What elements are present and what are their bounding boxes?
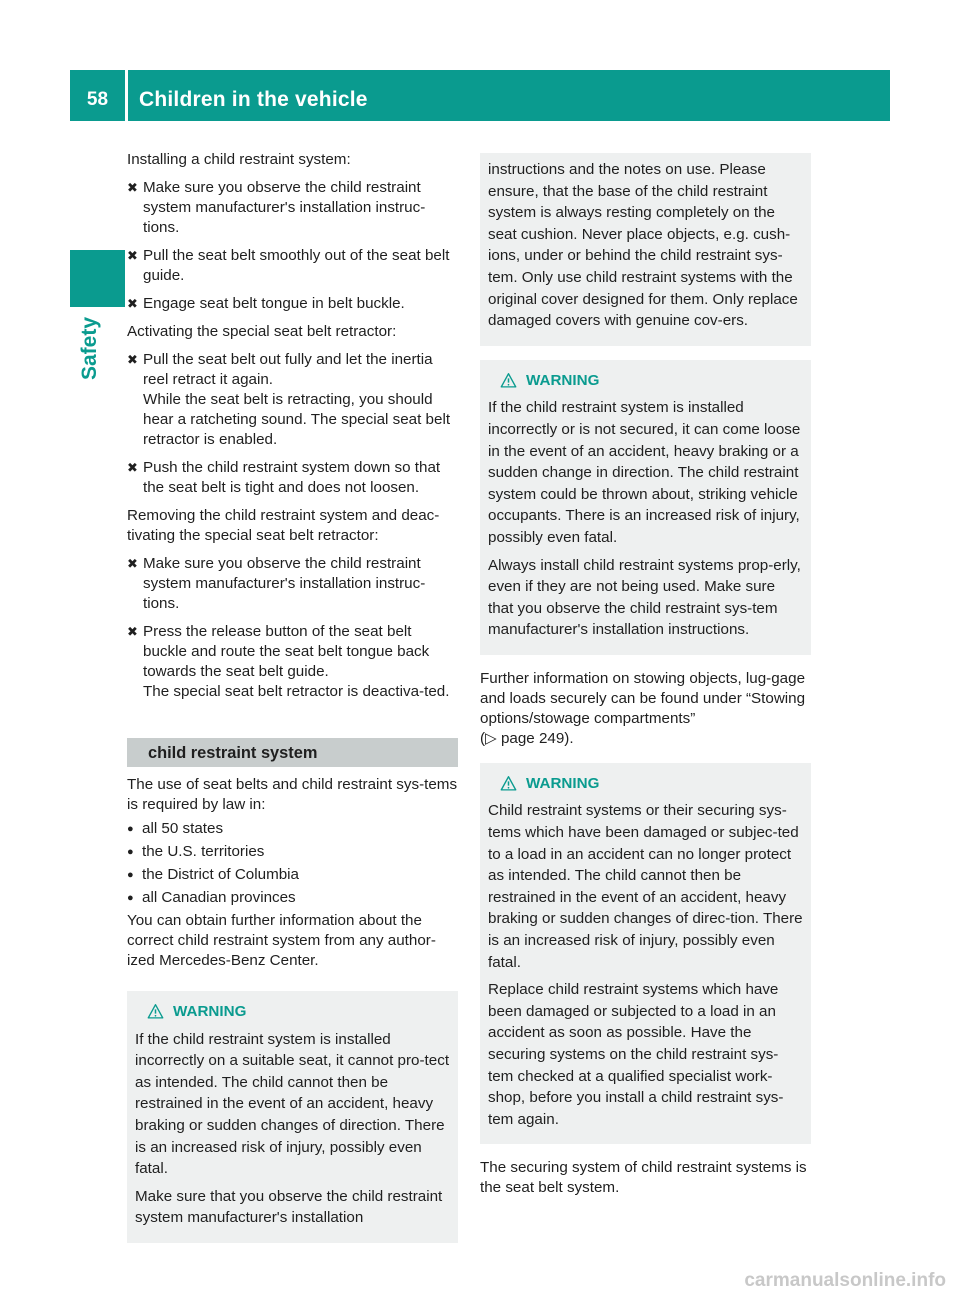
step-arrow-icon: ✖ bbox=[127, 296, 138, 311]
right-column bbox=[480, 153, 811, 1206]
warning-heading: WARNING bbox=[500, 773, 803, 795]
warning-box bbox=[127, 991, 458, 1243]
bullet-icon: ● bbox=[127, 869, 134, 881]
bullet-icon: ● bbox=[127, 892, 134, 904]
warning-triangle-icon bbox=[147, 1003, 164, 1020]
warning-text: instructions and the notes on use. Please ensure, that the base of the child restraint system is always resting completely on the seat cushion. Never place objects, e.g. cush-ions, under or behind the child restraint sys-tem. Only use child restraint systems with the original cover designed for them. Only replace damaged covers with genuine cov-ers. bbox=[488, 161, 798, 330]
watermark: carmanualsonline.info bbox=[744, 1270, 946, 1291]
closing-text: The securing system of child restraint systems is the seat belt system. bbox=[480, 1159, 807, 1197]
chapter-title: Children in the vehicle bbox=[128, 70, 890, 121]
instruction-step: ✖ Engage seat belt tongue in belt buckle. bbox=[127, 295, 405, 312]
page-reference-link[interactable]: (▷ page 249). bbox=[480, 729, 574, 747]
warning-box bbox=[480, 360, 811, 655]
instruction-step: ✖ Press the release button of the seat belt buckle and route the seat belt tongue back towards the seat belt guide. The special seat belt retractor is deactiva-ted. bbox=[127, 623, 450, 700]
list-item: ● the U.S. territories bbox=[127, 842, 458, 863]
list-item: ● all 50 states bbox=[127, 819, 458, 840]
step-arrow-icon: ✖ bbox=[127, 624, 138, 639]
instruction-step: ✖ Make sure you observe the child restraint system manufacturer's installation instruc-tions. bbox=[127, 555, 426, 612]
warning-box bbox=[480, 763, 811, 1145]
warning-triangle-icon bbox=[500, 775, 517, 792]
instruction-step: ✖ Pull the seat belt smoothly out of the seat belt guide. bbox=[127, 247, 450, 284]
instruction-step: ✖ Make sure you observe the child restraint system manufacturer's installation instruc-tions. bbox=[127, 179, 426, 236]
law-outro: You can obtain further information about the correct child restraint system from any author-ized Mercedes-Benz Center. bbox=[127, 912, 436, 969]
list-item: ● the District of Columbia bbox=[127, 865, 458, 886]
further-info: Further information on stowing objects, lug-gage and loads securely can be found under “Stowing options/stowage compartments” bbox=[480, 669, 806, 727]
activating-heading: Activating the special seat belt retractor: bbox=[127, 323, 397, 340]
warning-box-continued bbox=[480, 153, 811, 346]
step-arrow-icon: ✖ bbox=[127, 248, 138, 263]
step-arrow-icon: ✖ bbox=[127, 460, 138, 475]
removing-heading: Removing the child restraint system and deac-tivating the special seat belt retractor: bbox=[127, 507, 440, 544]
page-header bbox=[70, 70, 890, 121]
step-arrow-icon: ✖ bbox=[127, 556, 138, 571]
warning-triangle-icon bbox=[500, 372, 517, 389]
page-number: 58 bbox=[70, 70, 125, 121]
step-arrow-icon: ✖ bbox=[127, 352, 138, 367]
warning-text: Replace child restraint systems which have been damaged or subjected to a load in an accident as soon as possible. Have the securing systems on the child restraint sys-tem checked at a qualified specialist work-shop, before you install a child restraint sys-tem again. bbox=[488, 981, 784, 1128]
left-column bbox=[127, 150, 458, 1257]
section-label: Safety bbox=[78, 316, 101, 380]
bullet-icon: ● bbox=[127, 823, 134, 835]
instruction-step: ✖ Pull the seat belt out fully and let the inertia reel retract it again. While the seat belt is retracting, you should hear a ratcheting sound. The special seat belt retractor is enabled. bbox=[127, 351, 451, 448]
warning-heading: WARNING bbox=[500, 370, 803, 392]
law-intro: The use of seat belts and child restraint sys-tems is required by law in: bbox=[127, 776, 458, 813]
step-arrow-icon: ✖ bbox=[127, 180, 138, 195]
warning-text: If the child restraint system is installed incorrectly or is not secured, it can come loose in the event of an accident, heavy braking or a sudden change in direction. The child restraint system could be thrown about, striking vehicle occupants. There is an increased risk of injury, possibly even fatal. bbox=[488, 399, 801, 546]
warning-heading: WARNING bbox=[147, 1001, 450, 1023]
warning-text: If the child restraint system is installed incorrectly on a suitable seat, it cannot pro-tect as intended. The child cannot then be restrained in the event of an accident, heavy braking or sudden changes of direction. There is an increased risk of injury, possibly even fatal. bbox=[135, 1030, 450, 1178]
section-tab-marker bbox=[70, 250, 125, 307]
warning-text: Child restraint systems or their securing sys-tems which have been damaged or subjec-ted to a load in an accident can no longer protect as intended. The child cannot then be restrained in the event of an accident, heavy braking or sudden changes of direc-tion. There is an increased risk of injury, possibly even fatal. bbox=[488, 802, 803, 971]
list-item: ● all Canadian provinces bbox=[127, 888, 458, 909]
warning-text: Make sure that you observe the child restraint system manufacturer's installation bbox=[135, 1187, 443, 1227]
installing-heading: Installing a child restraint system: bbox=[127, 151, 351, 168]
instruction-step: ✖ Push the child restraint system down so that the seat belt is tight and does not loosen. bbox=[127, 459, 441, 496]
bullet-icon: ● bbox=[127, 846, 134, 858]
section-title: child restraint system bbox=[127, 738, 458, 767]
warning-text: Always install child restraint systems prop-erly, even if they are not being used. Make sure that you observe the child restraint sys-tem manufacturer's installation instructions. bbox=[488, 556, 801, 639]
